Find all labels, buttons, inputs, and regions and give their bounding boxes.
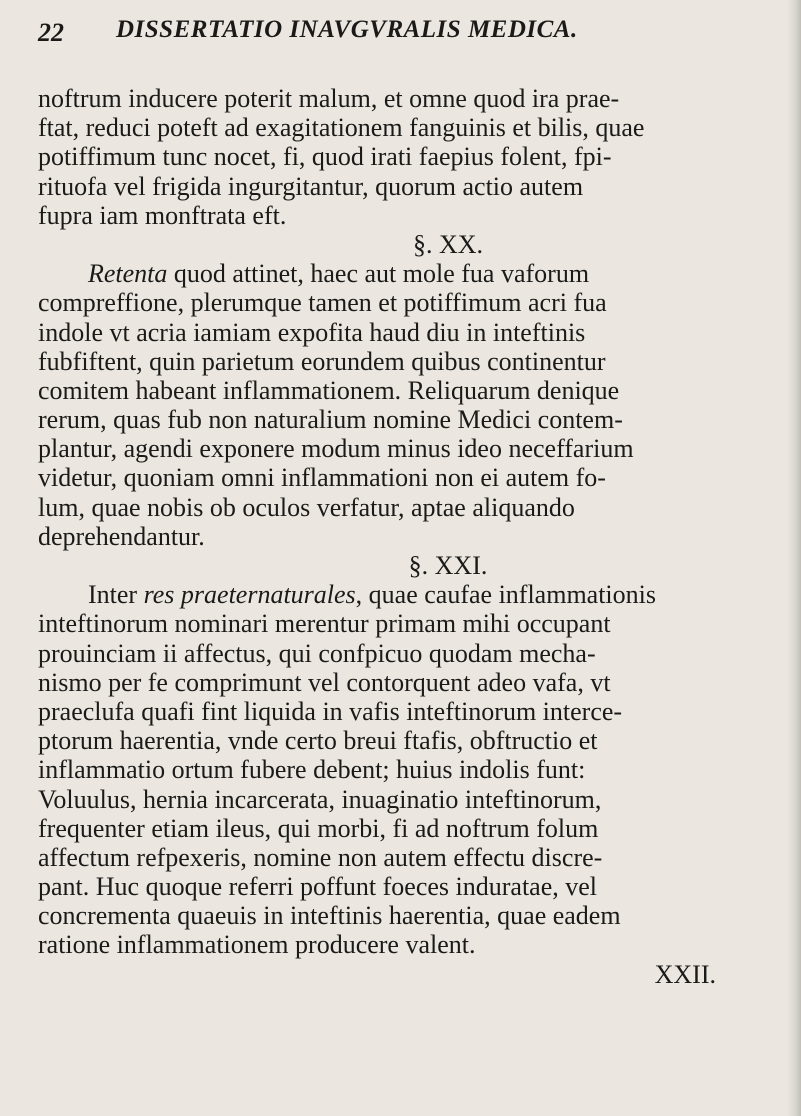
text-line: fubfiftent, quin parietum eorundem quibus continentur	[38, 346, 606, 376]
page-header	[38, 14, 738, 54]
text-line: inflammatio ortum fubere debent; huius indolis funt:	[38, 755, 586, 785]
paragraph-start	[38, 580, 798, 609]
text-run: quod attinet, haec aut mole fua vaforum	[167, 259, 590, 289]
text-line: inteftinorum nominari merentur primam mihi occupant	[38, 609, 611, 639]
text-line: nismo per fe comprimunt vel contorquent adeo vafa, vt	[38, 667, 611, 697]
running-head: DISSERTATIO INAVGVRALIS MEDICA.	[116, 16, 578, 43]
text-line: prouinciam ii affectus, qui confpicuo quodam mecha-	[38, 638, 596, 668]
italic-lead-word: Retenta	[88, 259, 168, 289]
text-line: comitem habeant inflammationem. Reliquarum denique	[38, 375, 620, 405]
text-line: potiffimum tunc nocet, fi, quod irati faepius folent, fpi-	[38, 142, 612, 172]
text-run: Inter	[88, 580, 144, 610]
text-line: ftat, reduci poteft ad exagitationem fanguinis et bilis, quae	[38, 113, 645, 143]
italic-phrase: res praeternaturales	[143, 580, 356, 610]
text-line: lum, quae nobis ob oculos verfatur, aptae aliquando	[38, 492, 575, 522]
text-line: rerum, quas fub non naturalium nomine Medici contem-	[38, 405, 623, 435]
page-edge-shadow	[787, 0, 801, 1116]
text-line: indole vt acria iamiam expofita haud diu in inteftinis	[38, 317, 586, 347]
text-line: videtur, quoniam omni inflammationi non ei autem fo-	[38, 463, 606, 493]
text-run: , quae caufae inflammationis	[355, 580, 656, 610]
body-text	[38, 84, 798, 989]
text-line: plantur, agendi exponere modum minus ideo neceffarium	[38, 434, 634, 464]
page-number: 22	[38, 18, 64, 47]
text-line: frequenter etiam ileus, qui morbi, fi ad noftrum folum	[38, 813, 599, 843]
text-line: rituofa vel frigida ingurgitantur, quorum actio autem	[38, 171, 584, 201]
text-line: ptorum haerentia, vnde certo breui ftafis, obftructio et	[38, 726, 598, 756]
text-line: compreffione, plerumque tamen et potiffimum acri fua	[38, 288, 607, 318]
section-heading: §. XXI.	[408, 551, 488, 580]
text-line: deprehendantur.	[38, 521, 205, 551]
text-line: concrementa quaeuis in inteftinis haerentia, quae eadem	[38, 901, 621, 931]
text-line: Voluulus, hernia incarcerata, inuaginatio inteftinorum,	[38, 784, 602, 814]
text-line: fupra iam monftrata eft.	[38, 200, 287, 230]
text-line: pant. Huc quoque referri poffunt foeces induratae, vel	[38, 872, 598, 902]
paragraph-start	[38, 259, 798, 288]
text-line: affectum refpexeris, nomine non autem effectu discre-	[38, 842, 603, 872]
text-line: praeclufa quafi fint liquida in vafis inteftinorum interce-	[38, 696, 623, 726]
catchword: XXII.	[654, 959, 716, 989]
text-line: ratione inflammationem producere valent.	[38, 930, 476, 960]
section-heading: §. XX.	[412, 229, 484, 259]
text-line: noftrum inducere poterit malum, et omne quod ira prae-	[38, 84, 620, 113]
